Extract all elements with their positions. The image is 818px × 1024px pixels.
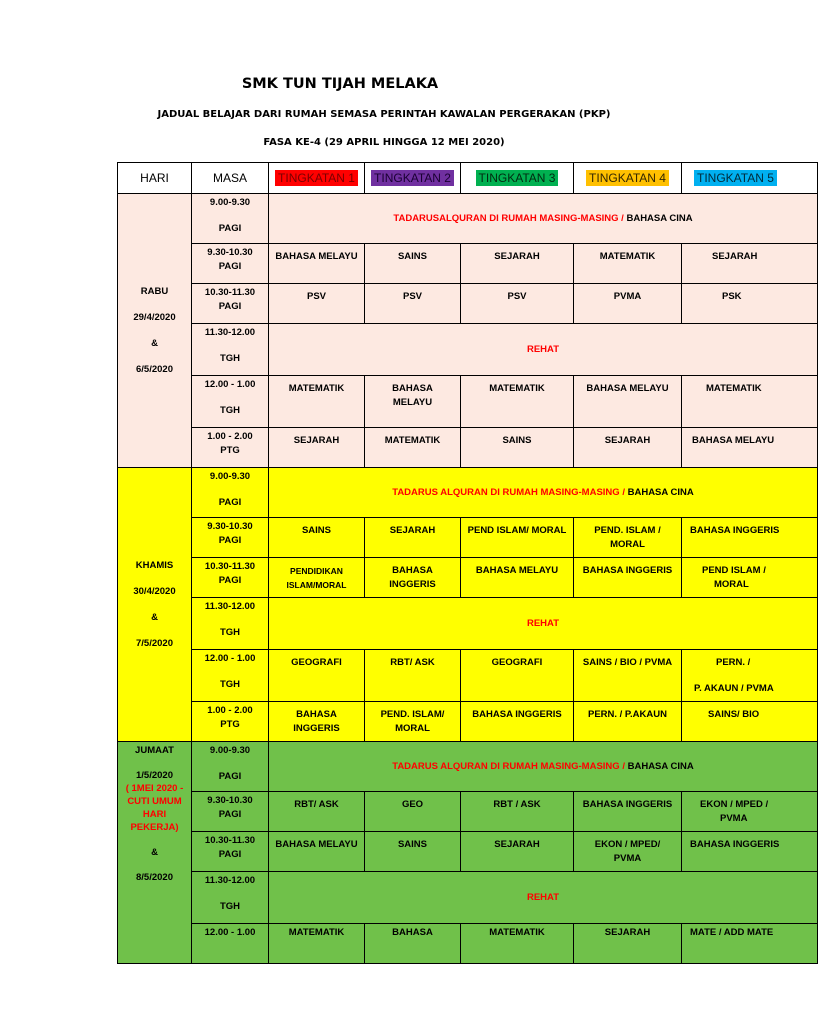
time-cell: 9.00-9.30 PAGI xyxy=(192,468,269,518)
rehat-banner: REHAT xyxy=(269,872,818,924)
subject-cell: EKON / MPED/ PVMA xyxy=(574,832,682,872)
table-row xyxy=(118,792,818,832)
table-row xyxy=(118,650,818,702)
subject-cell: BAHASA MELAYU xyxy=(365,376,461,428)
tadarus-banner: TADARUS ALQURAN DI RUMAH MASING-MASING / BAHASA CINA xyxy=(269,468,818,518)
subject-cell: PSV xyxy=(365,284,461,324)
time-cell: 11.30-12.00 TGH xyxy=(192,324,269,376)
header-hari: HARI xyxy=(118,163,192,194)
khamis-block xyxy=(118,468,818,742)
time-cell: 9.30-10.30 PAGI xyxy=(192,244,269,284)
table-row xyxy=(118,324,818,376)
subject-cell: MATEMATIK xyxy=(269,376,365,428)
subject-cell: SAINS xyxy=(365,244,461,284)
subject-cell: SAINS xyxy=(365,832,461,872)
phase-line: FASA KE-4 (29 APRIL HINGGA 12 MEI 2020) xyxy=(263,137,505,148)
subject-cell: PEND. ISLAM/ MORAL xyxy=(365,702,461,742)
time-cell: 10.30-11.30 PAGI xyxy=(192,558,269,598)
subject-cell: BAHASA INGGERIS xyxy=(574,558,682,598)
day-cell-khamis: KHAMIS 30/4/2020 & 7/5/2020 xyxy=(118,468,192,742)
timetable xyxy=(117,162,818,964)
table-row xyxy=(118,194,818,244)
time-cell: 9.30-10.30 PAGI xyxy=(192,792,269,832)
header-tingkatan-3: TINGKATAN 3 xyxy=(461,163,574,194)
subject-cell: SAINS/ BIO xyxy=(682,702,818,742)
table-row xyxy=(118,598,818,650)
subject-cell: PEND ISLAM/ MORAL xyxy=(461,518,574,558)
time-cell: 1.00 - 2.00 PTG xyxy=(192,702,269,742)
time-cell: 12.00 - 1.00 TGH xyxy=(192,376,269,428)
subject-cell: BAHASA MELAYU xyxy=(269,244,365,284)
subject-cell: MATEMATIK xyxy=(269,924,365,964)
rehat-banner: REHAT xyxy=(269,324,818,376)
subject-cell: MATEMATIK xyxy=(682,376,818,428)
subject-cell: SEJARAH xyxy=(682,244,818,284)
header-tingkatan-1: TINGKATAN 1 xyxy=(269,163,365,194)
subject-cell: BAHASA MELAYU xyxy=(574,376,682,428)
subject-cell: BAHASA MELAYU xyxy=(682,428,818,468)
subject-cell: GEOGRAFI xyxy=(461,650,574,702)
subject-cell: RBT/ ASK xyxy=(365,650,461,702)
subject-cell: PERN. / P.AKAUN xyxy=(574,702,682,742)
subject-cell: PEND ISLAM / MORAL xyxy=(682,558,818,598)
subject-cell: BAHASA INGGERIS xyxy=(574,792,682,832)
time-cell: 9.30-10.30 PAGI xyxy=(192,518,269,558)
subject-cell: SEJARAH xyxy=(365,518,461,558)
subject-cell: PSV xyxy=(269,284,365,324)
subject-cell: SEJARAH xyxy=(574,428,682,468)
subject-cell: BAHASA INGGERIS xyxy=(682,518,818,558)
day-cell-jumaat: JUMAAT 1/5/2020 ( 1MEI 2020 - CUTI UMUM HARI PEKERJA) & 8/5/2020 xyxy=(118,742,192,964)
subject-cell: GEOGRAFI xyxy=(269,650,365,702)
time-cell: 12.00 - 1.00 TGH xyxy=(192,650,269,702)
table-row xyxy=(118,518,818,558)
subject-cell: PENDIDIKAN ISLAM/MORAL xyxy=(269,558,365,598)
subject-cell: MATEMATIK xyxy=(365,428,461,468)
subject-cell: SAINS / BIO / PVMA xyxy=(574,650,682,702)
subject-cell: SEJARAH xyxy=(269,428,365,468)
time-cell: 9.00-9.30 PAGI xyxy=(192,742,269,792)
subject-cell: SEJARAH xyxy=(461,832,574,872)
subject-cell: BAHASA INGGERIS xyxy=(461,702,574,742)
subject-cell: GEO xyxy=(365,792,461,832)
day-cell-rabu: RABU 29/4/2020 & 6/5/2020 xyxy=(118,194,192,468)
subject-cell: BAHASA MELAYU xyxy=(269,832,365,872)
table-row xyxy=(118,376,818,428)
subject-cell: BAHASA INGGERIS xyxy=(365,558,461,598)
table-row xyxy=(118,428,818,468)
time-cell: 11.30-12.00 TGH xyxy=(192,598,269,650)
subject-cell: SAINS xyxy=(269,518,365,558)
header-tingkatan-2: TINGKATAN 2 xyxy=(365,163,461,194)
rehat-banner: REHAT xyxy=(269,598,818,650)
rabu-block xyxy=(118,194,818,468)
subject-cell: RBT/ ASK xyxy=(269,792,365,832)
subject-cell: MATEMATIK xyxy=(461,376,574,428)
subject-cell: SEJARAH xyxy=(461,244,574,284)
subject-cell: SAINS xyxy=(461,428,574,468)
time-cell: 10.30-11.30 PAGI xyxy=(192,832,269,872)
time-cell: 11.30-12.00 TGH xyxy=(192,872,269,924)
tadarus-banner: TADARUSALQURAN DI RUMAH MASING-MASING / BAHASA CINA xyxy=(269,194,818,244)
subject-cell: MATE / ADD MATE xyxy=(682,924,818,964)
subject-cell: PSK xyxy=(682,284,818,324)
table-row xyxy=(118,284,818,324)
subject-cell: MATEMATIK xyxy=(461,924,574,964)
header-tingkatan-4: TINGKATAN 4 xyxy=(574,163,682,194)
table-row xyxy=(118,742,818,792)
time-cell: 12.00 - 1.00 xyxy=(192,924,269,964)
table-row xyxy=(118,924,818,964)
table-row xyxy=(118,702,818,742)
tadarus-banner: TADARUS ALQURAN DI RUMAH MASING-MASING / BAHASA CINA xyxy=(269,742,818,792)
school-title: SMK TUN TIJAH MELAKA xyxy=(241,76,439,92)
time-cell: 9.00-9.30 PAGI xyxy=(192,194,269,244)
subject-cell: PERN. / P. AKAUN / PVMA xyxy=(682,650,818,702)
subject-cell: BAHASA INGGERIS xyxy=(682,832,818,872)
header-masa: MASA xyxy=(192,163,269,194)
timetable-sheet xyxy=(117,162,780,954)
subject-cell: PSV xyxy=(461,284,574,324)
table-row xyxy=(118,832,818,872)
table-row xyxy=(118,468,818,518)
subject-cell: MATEMATIK xyxy=(574,244,682,284)
subject-cell: PVMA xyxy=(574,284,682,324)
jumaat-block xyxy=(118,742,818,964)
subject-cell: BAHASA MELAYU xyxy=(461,558,574,598)
subject-cell: RBT / ASK xyxy=(461,792,574,832)
table-row xyxy=(118,558,818,598)
document-subtitle: JADUAL BELAJAR DARI RUMAH SEMASA PERINTAH KAWALAN PERGERAKAN (PKP) xyxy=(157,109,611,120)
subject-cell: EKON / MPED / PVMA xyxy=(682,792,818,832)
header-row xyxy=(118,163,818,194)
table-row xyxy=(118,244,818,284)
table-row xyxy=(118,872,818,924)
subject-cell: PEND. ISLAM / MORAL xyxy=(574,518,682,558)
time-cell: 10.30-11.30 PAGI xyxy=(192,284,269,324)
subject-cell: BAHASA INGGERIS xyxy=(269,702,365,742)
subject-cell: BAHASA xyxy=(365,924,461,964)
subject-cell: SEJARAH xyxy=(574,924,682,964)
header-tingkatan-5: TINGKATAN 5 xyxy=(682,163,818,194)
time-cell: 1.00 - 2.00 PTG xyxy=(192,428,269,468)
